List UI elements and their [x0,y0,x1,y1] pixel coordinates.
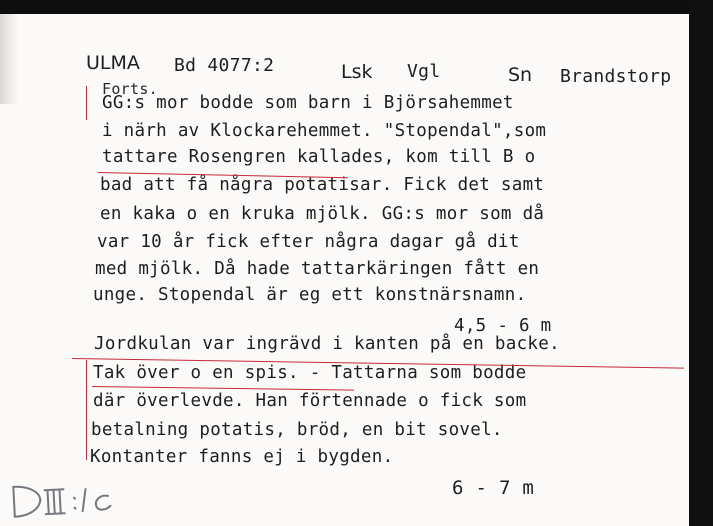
red-margin-mark [86,86,87,120]
text-line: unge. Stopendal är eg ett konstnärsnamn. [93,285,527,305]
continued-label: Forts. [102,80,158,98]
text-line: där överlevde. Han förtennade o fick som [93,391,527,411]
distance-note-1: 4,5 - 6 m [454,316,552,336]
text-line: Jordkulan var ingrävd i kanten på en backe. [94,334,560,354]
pencil-classification-mark [7,473,129,525]
red-underline [92,386,354,391]
text-line: var 10 år fick efter några dagar gå dit [97,232,520,252]
volume-number: Bd 4077:2 [174,55,275,76]
scan-border-top [0,0,713,14]
distance-note-2: 6 - 7 m [452,477,535,499]
text-line: GG:s mor bodde som barn i Björsahemmet [102,93,514,113]
text-line: Tak över o en spis. - Tattarna som bodde [93,363,527,383]
text-line: med mjölk. Då hade tattarkäringen fått en [95,259,540,279]
socken-name: Brandstorp [560,66,672,87]
landskap-label: Lsk [341,61,373,83]
paper-shadow [0,14,18,104]
text-line: tattare Rosengren kallades, kom till B o [102,147,536,167]
text-line: betalning potatis, bröd, en bit sovel. [91,420,503,440]
red-margin-line [86,360,87,460]
archive-code: ULMA [86,52,140,74]
socken-label: Sn [508,64,533,86]
text-line: Kontanter fanns ej i bygden. [90,447,394,467]
text-line: en kaka o en kruka mjölk. GG:s mor som då [100,204,545,224]
text-line: i närh av Klockarehemmet. "Stopendal",som [102,121,547,141]
scan-border-right [689,0,713,526]
text-line: bad att få några potatisar. Fick det samt [100,175,545,195]
landskap-code: Vgl [407,61,441,82]
